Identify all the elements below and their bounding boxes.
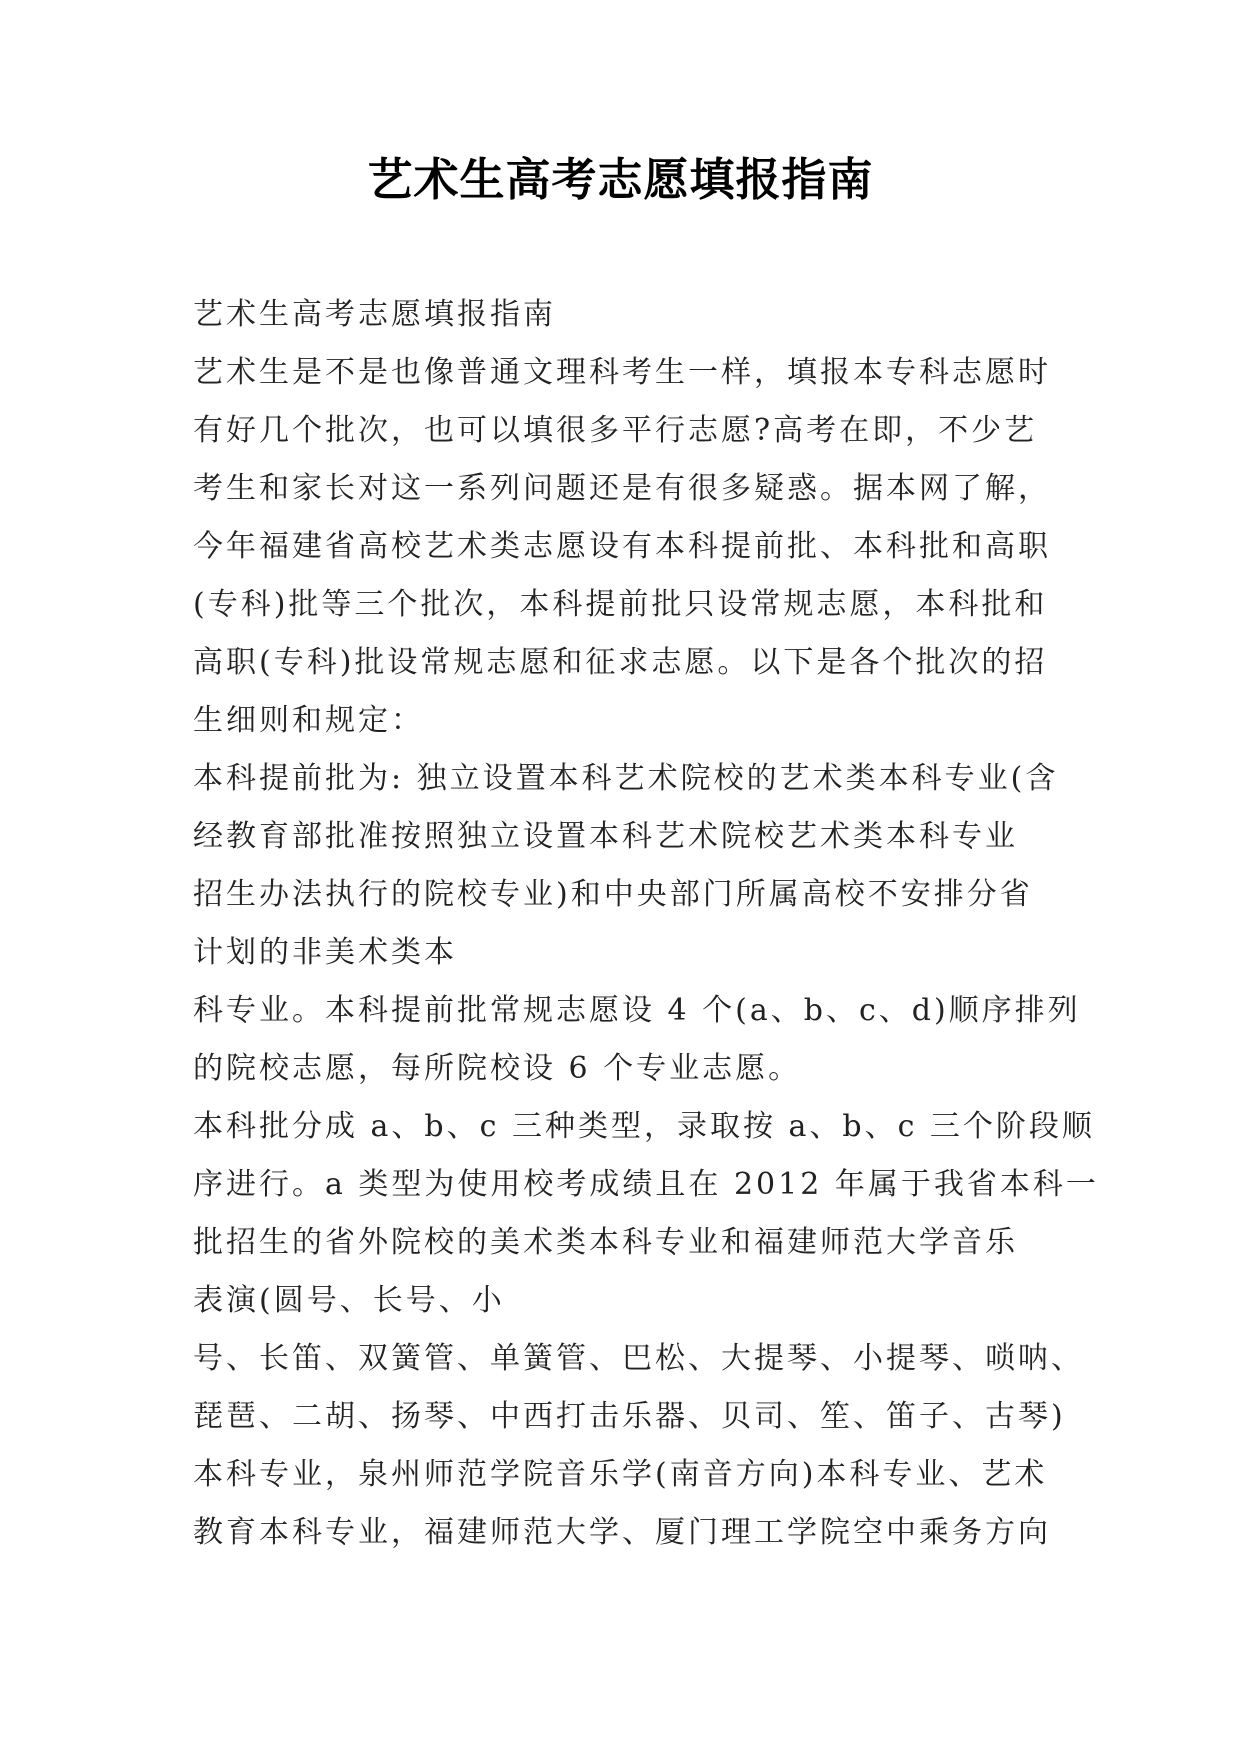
- text-line: 批招生的省外院校的美术类本科专业和福建师范大学音乐: [193, 1225, 1018, 1260]
- text-line: 有好几个批次，也可以填很多平行志愿?高考在即，不少艺: [193, 413, 1038, 448]
- text-line: (专科)批等三个批次，本科提前批只设常规志愿，本科批和: [193, 587, 1048, 622]
- text-line: 表演(圆号、长号、小: [193, 1283, 505, 1318]
- document-body: [193, 286, 1099, 1562]
- text-line: 琵琶、二胡、扬琴、中西打击乐器、贝司、笙、笛子、古琴): [193, 1399, 1066, 1434]
- text-line: 序进行。a 类型为使用校考成绩且在 2012 年属于我省本科一: [193, 1167, 1099, 1202]
- text-line: 高职(专科)批设常规志愿和征求志愿。以下是各个批次的招: [193, 645, 1048, 680]
- text-line: 本科提前批为: 独立设置本科艺术院校的艺术类本科专业(含: [193, 761, 1059, 796]
- text-line: 教育本科专业，福建师范大学、厦门理工学院空中乘务方向: [193, 1515, 1051, 1550]
- text-line: 招生办法执行的院校专业)和中央部门所属高校不安排分省: [193, 877, 1033, 912]
- text-line: 生细则和规定：: [193, 703, 424, 738]
- text-line: 本科批分成 a、b、c 三种类型，录取按 a、b、c 三个阶段顺: [193, 1109, 1095, 1144]
- text-line: 考生和家长对这一系列问题还是有很多疑惑。据本网了解，: [193, 471, 1051, 506]
- text-line: 科专业。本科提前批常规志愿设 4 个(a、b、c、d)顺序排列: [193, 993, 1081, 1028]
- text-line: 的院校志愿，每所院校设 6 个专业志愿。: [193, 1051, 802, 1086]
- text-line: 艺术生是不是也像普通文理科考生一样，填报本专科志愿时: [193, 355, 1051, 390]
- text-line: 计划的非美术类本: [193, 935, 457, 970]
- text-line: 经教育部批准按照独立设置本科艺术院校艺术类本科专业: [193, 819, 1018, 854]
- text-line: 号、长笛、双簧管、单簧管、巴松、大提琴、小提琴、唢呐、: [193, 1341, 1084, 1376]
- document-title: 艺术生高考志愿填报指南: [367, 153, 874, 206]
- text-line: 艺术生高考志愿填报指南: [193, 297, 556, 332]
- text-line: 本科专业，泉州师范学院音乐学(南音方向)本科专业、艺术: [193, 1457, 1048, 1492]
- text-line: 今年福建省高校艺术类志愿设有本科提前批、本科批和高职: [193, 529, 1051, 564]
